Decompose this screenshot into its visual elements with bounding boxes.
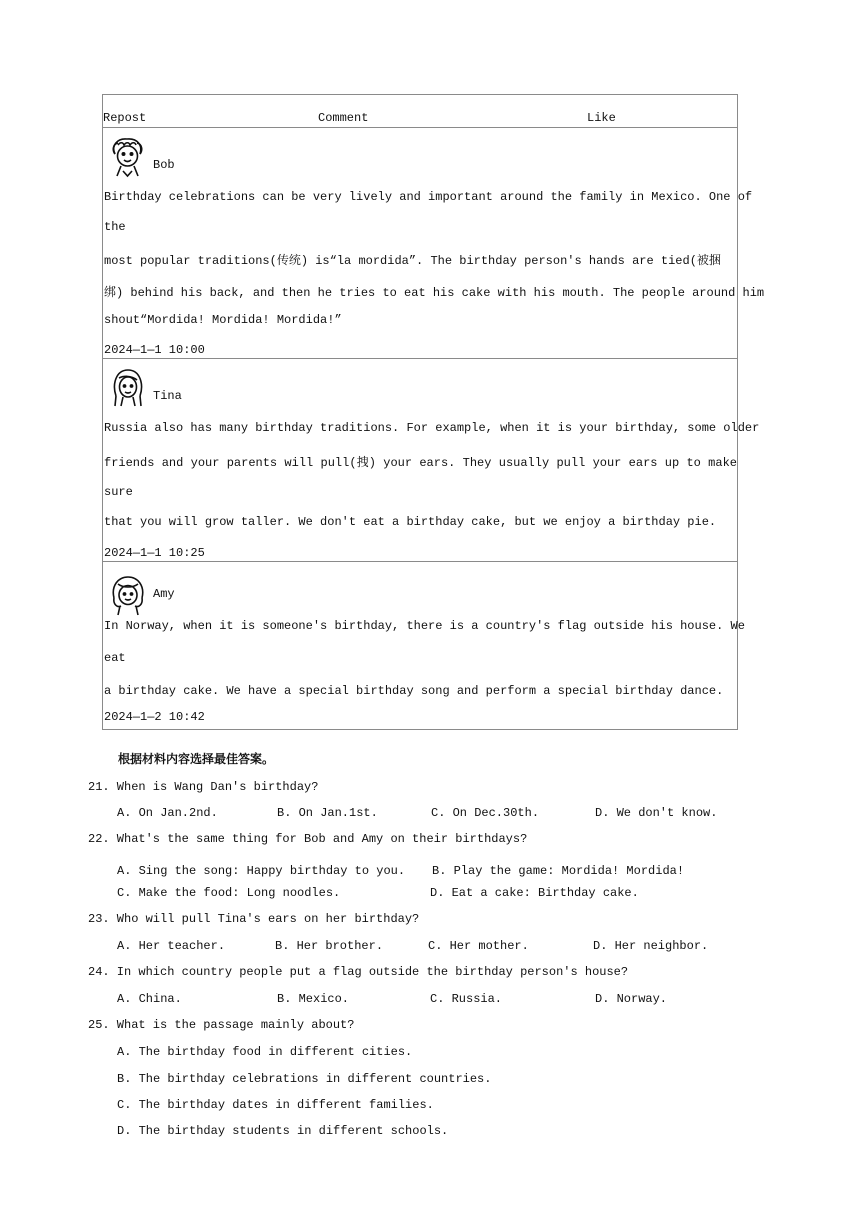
question-24: 24. In which country people put a flag outside the birthday person's house?	[88, 965, 629, 979]
post-text-line: that you will grow taller. We don't eat a birthday cake, but we enjoy a birthday pie.	[104, 515, 717, 529]
avatar-bob-icon	[109, 136, 147, 178]
option-25-b[interactable]: B. The birthday celebrations in different countries.	[117, 1072, 492, 1086]
option-21-d[interactable]: D. We don't know.	[595, 806, 718, 820]
option-22-c[interactable]: C. Make the food: Long noodles.	[117, 886, 341, 900]
option-23-a[interactable]: A. Her teacher.	[117, 939, 226, 953]
post-text-line: Birthday celebrations can be very lively and important around the family in Mexico. One of	[104, 190, 753, 204]
question-25: 25. What is the passage mainly about?	[88, 1018, 355, 1032]
post-text-line: 绑) behind his back, and then he tries to eat his cake with his mouth. The people around him	[104, 286, 765, 300]
option-25-c[interactable]: C. The birthday dates in different families.	[117, 1098, 434, 1112]
avatar-tina-icon	[109, 366, 147, 408]
post-amy	[103, 562, 745, 730]
option-25-d[interactable]: D. The birthday students in different schools.	[117, 1124, 449, 1138]
option-24-d[interactable]: D. Norway.	[595, 992, 668, 1006]
question-23: 23. Who will pull Tina's ears on her birthday?	[88, 912, 420, 926]
post-timestamp: 2024—1—1 10:00	[104, 343, 205, 357]
option-23-c[interactable]: C. Her mother.	[428, 939, 529, 953]
comment-link[interactable]: Comment	[318, 111, 369, 125]
question-22: 22. What's the same thing for Bob and Amy on their birthdays?	[88, 832, 528, 846]
post-text-line: sure	[104, 485, 133, 499]
option-22-a[interactable]: A. Sing the song: Happy birthday to you.	[117, 864, 406, 878]
feed-action-header	[103, 95, 737, 128]
option-21-b[interactable]: B. On Jan.1st.	[277, 806, 378, 820]
post-tina	[103, 359, 760, 562]
option-23-d[interactable]: D. Her neighbor.	[593, 939, 709, 953]
option-24-b[interactable]: B. Mexico.	[277, 992, 350, 1006]
like-link[interactable]: Like	[587, 111, 616, 125]
option-21-a[interactable]: A. On Jan.2nd.	[117, 806, 218, 820]
post-text-line: most popular traditions(传统) is“la mordida”. The birthday person's hands are tied(被捆	[104, 254, 721, 268]
post-text-line: friends and your parents will pull(拽) your ears. They usually pull your ears up to make	[104, 456, 737, 470]
username[interactable]: Bob	[153, 158, 175, 172]
post-text-line: a birthday cake. We have a special birthday song and perform a special birthday dance.	[104, 684, 724, 698]
option-22-d[interactable]: D. Eat a cake: Birthday cake.	[430, 886, 639, 900]
post-text-line: Russia also has many birthday traditions. For example, when it is your birthday, some older	[104, 421, 760, 435]
option-24-a[interactable]: A. China.	[117, 992, 182, 1006]
post-text-line: In Norway, when it is someone's birthday, there is a country's flag outside his house. We	[104, 619, 745, 633]
post-bob	[103, 128, 765, 359]
repost-link[interactable]: Repost	[103, 111, 147, 125]
post-text-line: eat	[104, 651, 126, 665]
option-21-c[interactable]: C. On Dec.30th.	[431, 806, 540, 820]
post-text-line: shout“Mordida! Mordida! Mordida!”	[104, 313, 342, 327]
avatar-amy-icon	[109, 574, 147, 616]
social-feed-box	[102, 94, 765, 730]
post-text-line: the	[104, 220, 126, 234]
post-timestamp: 2024—1—1 10:25	[104, 546, 205, 560]
question-21: 21. When is Wang Dan's birthday?	[88, 780, 319, 794]
username[interactable]: Amy	[153, 587, 175, 601]
option-23-b[interactable]: B. Her brother.	[275, 939, 384, 953]
option-22-b[interactable]: B. Play the game: Mordida! Mordida!	[432, 864, 685, 878]
option-24-c[interactable]: C. Russia.	[430, 992, 503, 1006]
username[interactable]: Tina	[153, 389, 182, 403]
option-25-a[interactable]: A. The birthday food in different cities.	[117, 1045, 413, 1059]
instruction-text: 根据材料内容选择最佳答案。	[118, 752, 275, 766]
post-timestamp: 2024—1—2 10:42	[104, 710, 205, 724]
